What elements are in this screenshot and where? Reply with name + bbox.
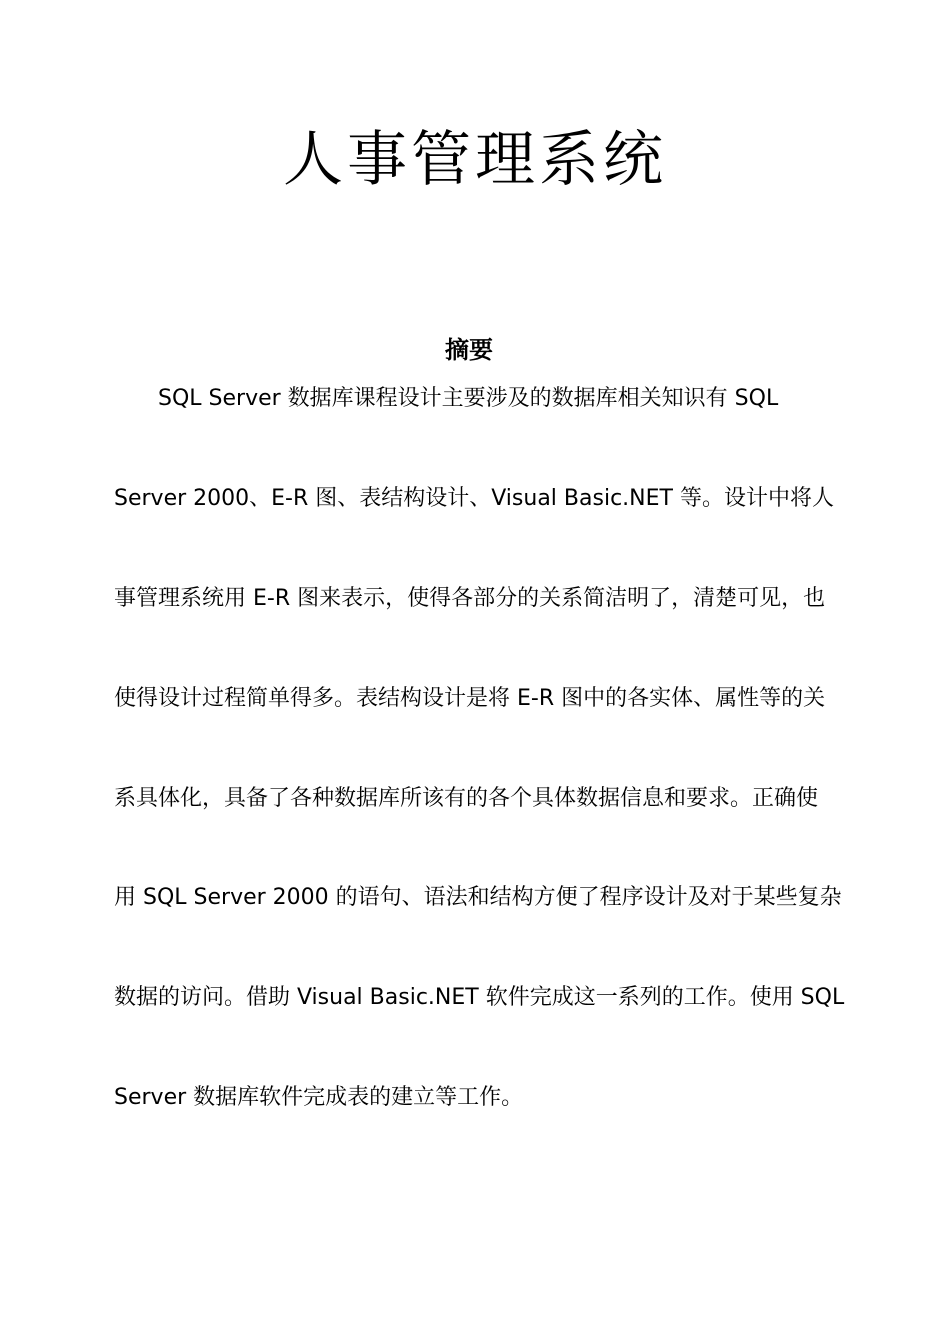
abstract-line: 使得设计过程简单得多。表结构设计是将 E-R 图中的各实体、属性等的关 (114, 686, 826, 711)
abstract-line: Server 数据库软件完成表的建立等工作。 (114, 1085, 524, 1110)
abstract-line: 事管理系统用 E-R 图来表示，使得各部分的关系简洁明了，清楚可见，也 (114, 586, 826, 611)
abstract-line: 数据的访问。借助 Visual Basic.NET 软件完成这一系列的工作。使用 SQL (114, 985, 845, 1010)
abstract-line: 系具体化，具备了各种数据库所该有的各个具体数据信息和要求。正确使 (114, 786, 819, 811)
abstract-line: 用 SQL Server 2000 的语句、语法和结构方便了程序设计及对于某些复杂 (114, 885, 842, 910)
abstract-heading: 摘要 (445, 336, 493, 364)
abstract-line: SQL Server 数据库课程设计主要涉及的数据库相关知识有 SQL (158, 386, 779, 411)
document-title: 人事管理系统 (283, 125, 667, 195)
abstract-line: Server 2000、E-R 图、表结构设计、Visual Basic.NET 等。设计中将人 (114, 486, 834, 511)
